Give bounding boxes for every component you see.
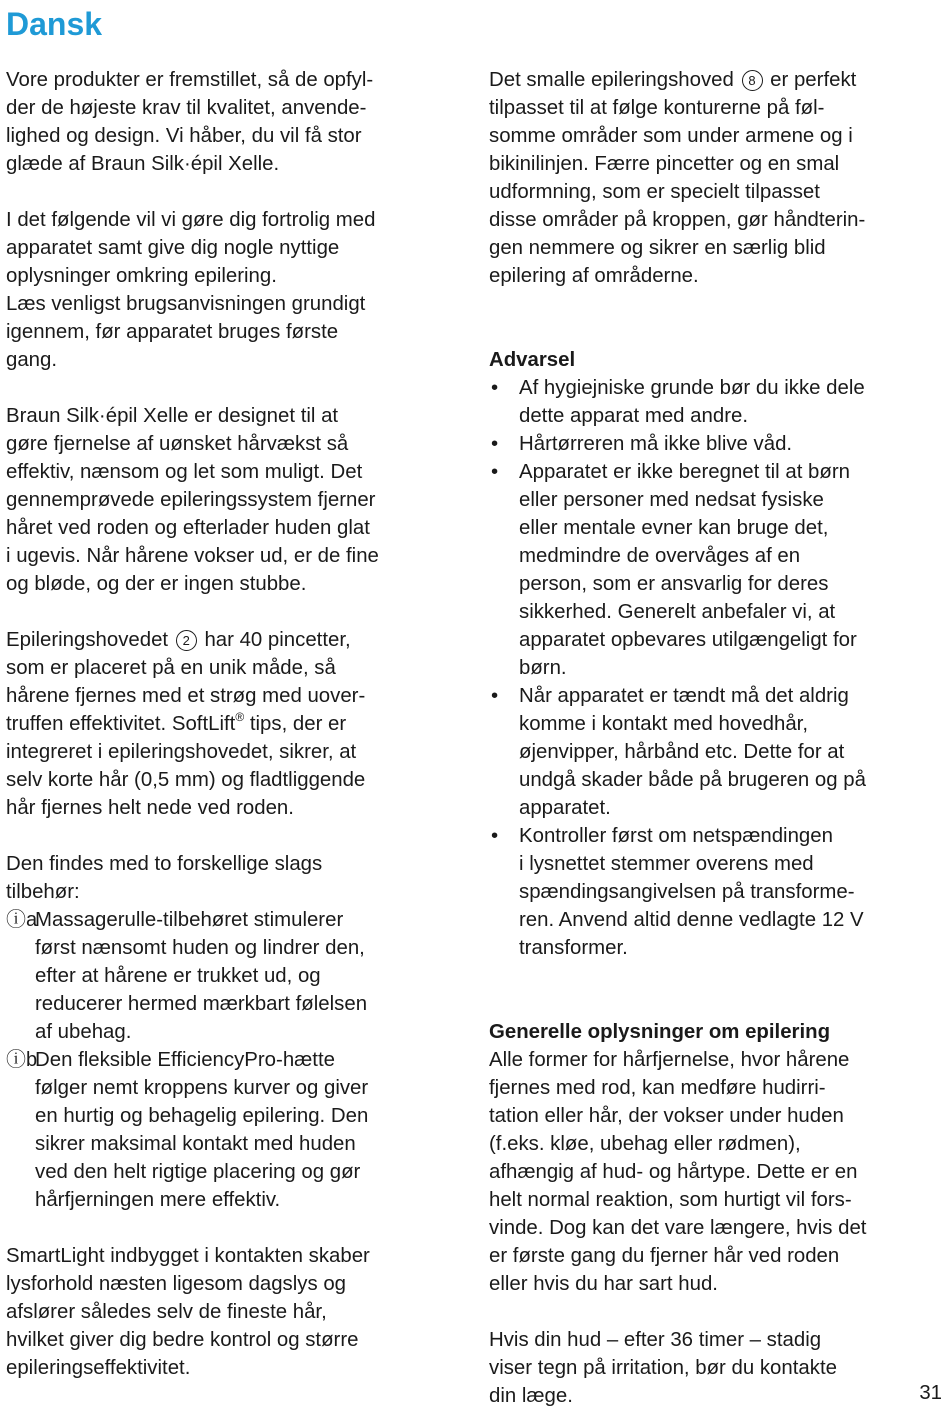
- intro-paragraph: [6, 66, 461, 178]
- general-info-heading: Generelle oplysninger om epilering: [489, 1021, 831, 1043]
- text-line: hårfjerningen mere effektiv.: [35, 1189, 281, 1211]
- text-line: apparatet.: [519, 797, 611, 819]
- text-line: der de højeste krav til kvalitet, anvende-: [6, 97, 367, 119]
- text-line: eller hvis du har sart hud.: [489, 1273, 718, 1295]
- warning-item: [489, 682, 944, 822]
- text-line: oplysninger omkring epilering.: [6, 265, 277, 287]
- accessory-item-efficiencypro-cap: [6, 1046, 461, 1214]
- design-paragraph: [6, 402, 461, 598]
- text-line: efter at hårene er trukket ud, og: [35, 965, 321, 987]
- text-line: hårene fjernes med et strøg med uover-: [6, 685, 366, 707]
- text-line: følger nemt kroppens kurver og giver: [35, 1077, 369, 1099]
- text-line: tilpasset til at følge konturerne på føl-: [489, 97, 825, 119]
- left-column: [6, 66, 461, 1382]
- text-line: transformer.: [519, 937, 628, 959]
- text-line: hvilket giver dig bedre kontrol og større: [6, 1329, 359, 1351]
- page-title: Dansk: [6, 6, 103, 42]
- text-line: eller personer med nedsat fysiske: [519, 489, 824, 511]
- text-line: afslører således selv de fineste hår,: [6, 1301, 327, 1323]
- text-line: bikinilinjen. Færre pincetter og en smal: [489, 153, 840, 175]
- text-line: • Hårtørreren må ikke blive våd.: [519, 433, 793, 455]
- text-line: I det følgende vil vi gøre dig fortrolig med: [6, 209, 376, 231]
- text-line: helt normal reaktion, som hurtigt vil fors-: [489, 1189, 852, 1211]
- text-line: sikrer maksimal kontakt med huden: [35, 1133, 356, 1155]
- text-line: somme områder som under armene og i: [489, 125, 853, 147]
- text-line: apparatet samt give dig nogle nyttige: [6, 237, 340, 259]
- text-line: undgå skader både på brugeren og på: [519, 769, 866, 791]
- text-line: som er placeret på en unik måde, så: [6, 657, 336, 679]
- accessory-tag-1b: ⓘb: [6, 1049, 38, 1071]
- text-line: og bløde, og der er ingen stubbe.: [6, 573, 307, 595]
- text-line: hår fjernes helt nede ved roden.: [6, 797, 294, 819]
- warning-item: [489, 822, 944, 962]
- irritation-paragraph: [489, 1326, 944, 1410]
- text-line: børn.: [519, 657, 567, 679]
- text-line: • Apparatet er ikke beregnet til at børn: [519, 461, 850, 483]
- text-line: ved den helt rigtige placering og gør: [35, 1161, 361, 1183]
- reference-number-badge: 8: [742, 70, 763, 91]
- text-line: tation eller hår, der vokser under huden: [489, 1105, 844, 1127]
- text-line: spændingsangivelsen på transforme-: [519, 881, 855, 903]
- smartlight-paragraph: [6, 1242, 461, 1382]
- text-line: udformning, som er specielt tilpasset: [489, 181, 820, 203]
- text-line: integreret i epileringshovedet, sikrer, at: [6, 741, 357, 763]
- text-line: af ubehag.: [35, 1021, 132, 1043]
- text-line: Massagerulle-tilbehøret stimulerer: [35, 909, 344, 931]
- general-info-paragraph: [489, 1046, 944, 1298]
- registered-mark: ®: [235, 710, 245, 724]
- reference-number-badge: 2: [176, 630, 197, 651]
- accessory-item-massage-roller: [6, 906, 461, 1046]
- warning-list: [489, 374, 944, 962]
- text-line: • Kontroller først om netspændingen: [519, 825, 833, 847]
- text-line: vinde. Dog kan det vare længere, hvis det: [489, 1217, 867, 1239]
- text-line: i lysnettet stemmer overens med: [519, 853, 814, 875]
- text-line: komme i kontakt med hovedhår,: [519, 713, 809, 735]
- text-line: øjenvipper, hårbånd etc. Dette for at: [519, 741, 845, 763]
- text-line: lighed og design. Vi håber, du vil få stor: [6, 125, 362, 147]
- text-line: gøre fjernelse af uønsket hårvækst så: [6, 433, 349, 455]
- text-line: (f.eks. kløe, ubehag eller rødmen),: [489, 1133, 801, 1155]
- text-line: Det smalle epileringshoved 8 er perfekt: [489, 69, 857, 91]
- warning-item: [489, 458, 944, 682]
- page-number: 31: [919, 1382, 942, 1404]
- text-line: sikkerhed. Generelt anbefaler vi, at: [519, 601, 836, 623]
- text-line: Den findes med to forskellige slags: [6, 853, 323, 875]
- text-line: tilbehør:: [6, 881, 80, 903]
- warning-heading: Advarsel: [489, 349, 576, 371]
- text-line: apparatet opbevares utilgængeligt for: [519, 629, 857, 651]
- text-line: gen nemmere og sikrer en særlig blid: [489, 237, 826, 259]
- text-line: gang.: [6, 349, 58, 371]
- text-line: lysforhold næsten ligesom dagslys og: [6, 1273, 347, 1295]
- text-line: en hurtig og behagelig epilering. Den: [35, 1105, 369, 1127]
- text-line: reducerer hermed mærkbart følelsen: [35, 993, 368, 1015]
- accessory-tag-1a: ⓘa: [6, 909, 38, 931]
- text-line: effektiv, nænsom og let som muligt. Det: [6, 461, 363, 483]
- text-line: fjernes med rod, kan medføre hudirri-: [489, 1077, 826, 1099]
- right-column: [489, 66, 944, 1410]
- text-line: Hvis din hud – efter 36 timer – stadig: [489, 1329, 822, 1351]
- text-line: Alle former for hårfjernelse, hvor hårene: [489, 1049, 850, 1071]
- text-line: truffen effektivitet. SoftLift® tips, der er: [6, 710, 347, 735]
- text-line: igennem, før apparatet bruges første: [6, 321, 339, 343]
- text-line: • Når apparatet er tændt må det aldrig: [519, 685, 849, 707]
- text-line: viser tegn på irritation, bør du kontakte: [489, 1357, 837, 1379]
- text-line: SmartLight indbygget i kontakten skaber: [6, 1245, 370, 1267]
- text-line: selv korte hår (0,5 mm) og fladtliggende: [6, 769, 366, 791]
- text-line: epileringseffektivitet.: [6, 1357, 191, 1379]
- text-line: eller mentale evner kan bruge det,: [519, 517, 829, 539]
- text-line: ren. Anvend altid denne vedlagte 12 V: [519, 909, 864, 931]
- text-line: Epileringshovedet 2 har 40 pincetter,: [6, 629, 351, 651]
- warning-item: [489, 430, 944, 458]
- text-line: Læs venligst brugsanvisningen grundigt: [6, 293, 366, 315]
- text-line: • Af hygiejniske grunde bør du ikke dele: [519, 377, 865, 399]
- text-line: håret ved roden og efterlader huden glat: [6, 517, 370, 539]
- text-line: din læge.: [489, 1385, 573, 1407]
- epilation-head-paragraph: [6, 626, 461, 822]
- text-line: gennemprøvede epileringssystem fjerner: [6, 489, 376, 511]
- text-line: er første gang du fjerner hår ved roden: [489, 1245, 840, 1267]
- familiarize-paragraph: [6, 206, 461, 374]
- text-line: medmindre de overvåges af en: [519, 545, 801, 567]
- accessories-intro: [6, 850, 461, 906]
- text-line: glæde af Braun Silk·épil Xelle.: [6, 153, 280, 175]
- text-line: Braun Silk·épil Xelle er designet til at: [6, 405, 339, 427]
- text-line: Den fleksible EfficiencyPro-hætte: [35, 1049, 335, 1071]
- text-line: Vore produkter er fremstillet, så de opfyl-: [6, 69, 374, 91]
- text-line: epilering af områderne.: [489, 265, 699, 287]
- warning-item: [489, 374, 944, 430]
- text-line: afhængig af hud- og hårtype. Dette er en: [489, 1161, 858, 1183]
- text-line: i ugevis. Når hårene vokser ud, er de fine: [6, 545, 379, 567]
- text-line: dette apparat med andre.: [519, 405, 748, 427]
- narrow-head-paragraph: [489, 66, 944, 290]
- text-line: disse områder på kroppen, gør håndterin-: [489, 209, 866, 231]
- text-line: først nænsomt huden og lindrer den,: [35, 937, 365, 959]
- text-line: person, som er ansvarlig for deres: [519, 573, 829, 595]
